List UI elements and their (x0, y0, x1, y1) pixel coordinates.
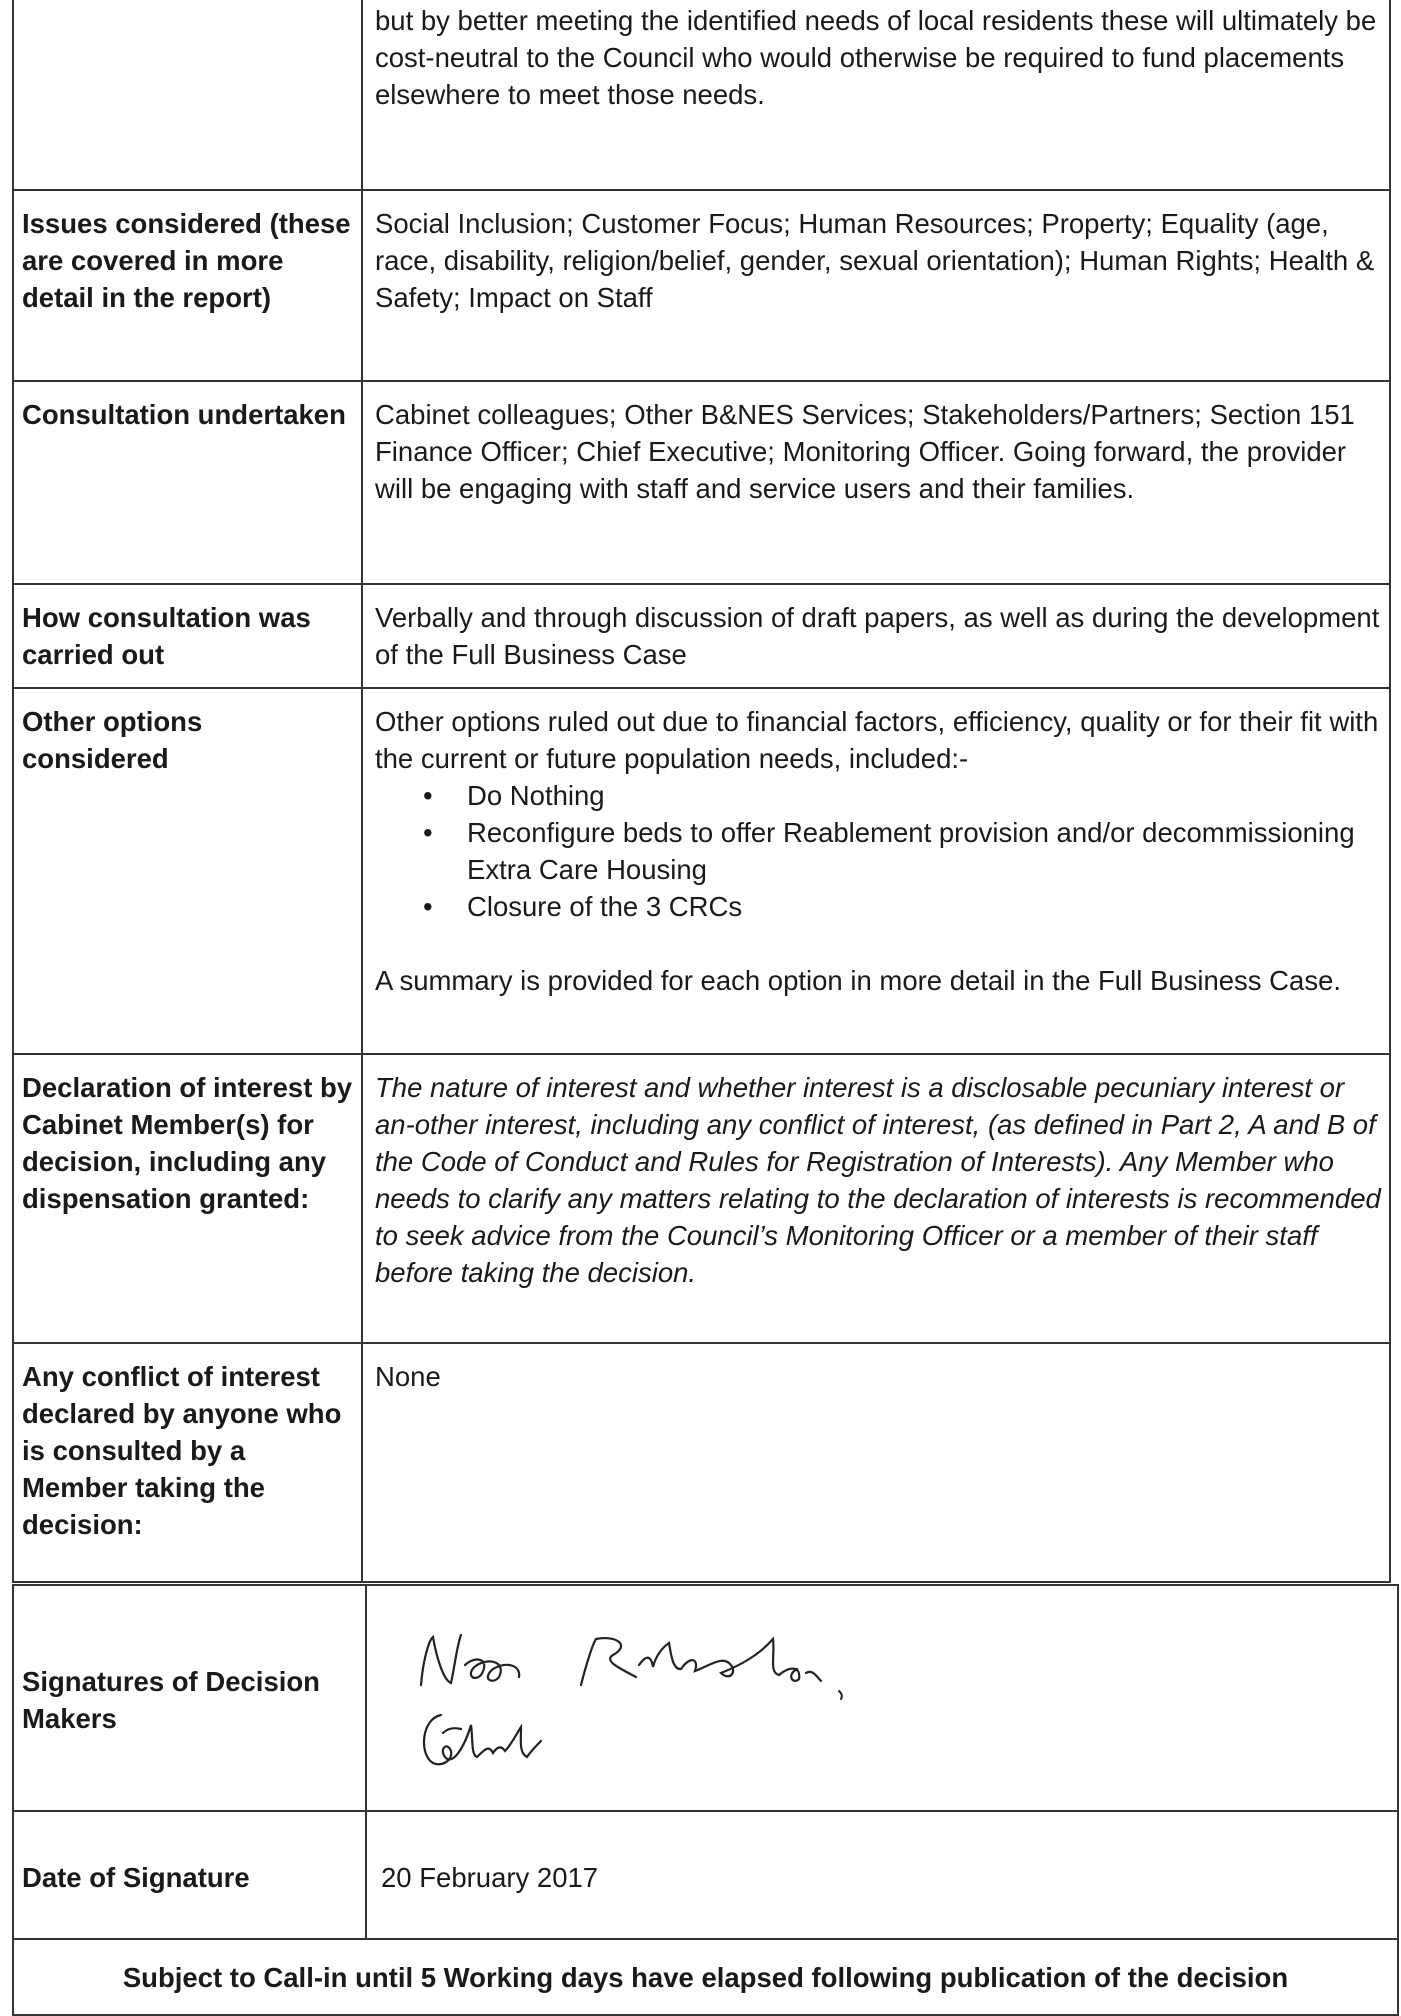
other-options-intro: Other options ruled out due to financial factors, efficiency, quality or for their fit with the current or future population needs, included:- (375, 706, 1379, 774)
table-row (13, 1585, 1398, 1811)
row-label-how-consultation: How consultation was carried out (13, 584, 362, 688)
date-value: 20 February 2017 (366, 1811, 1398, 1939)
table-row (13, 1343, 1390, 1582)
list-item (423, 777, 1381, 814)
table-row (13, 381, 1390, 584)
signature-2 (381, 1705, 1389, 1775)
row-content-how-consultation: Verbally and through discussion of draft papers, as well as during the development of the Full Business Case (362, 584, 1390, 688)
call-in-notice: Subject to Call-in until 5 Working days have elapsed following publication of the decision (13, 1939, 1398, 2015)
options-list (375, 777, 1381, 925)
option-text: Reconfigure beds to offer Reablement provision and/or decommissioning Extra Care Housing (467, 817, 1355, 885)
row-label-consultation-undertaken: Consultation undertaken (13, 381, 362, 584)
bullet-icon: • (423, 780, 433, 811)
option-text: Do Nothing (467, 780, 605, 811)
row-label-issues-considered: Issues considered (these are covered in more detail in the report) (13, 190, 362, 381)
signature-2-image (381, 1705, 601, 1775)
decision-details-table (12, 0, 1391, 1583)
list-item (423, 814, 1381, 888)
row-label-empty (13, 0, 362, 190)
row-label-other-options: Other options considered (13, 688, 362, 1054)
row-content-other-options (362, 688, 1390, 1054)
table-row (13, 584, 1390, 688)
signature-1 (381, 1625, 1389, 1705)
table-row (13, 190, 1390, 381)
bullet-icon: • (423, 817, 433, 848)
date-label: Date of Signature (13, 1811, 366, 1939)
table-row (13, 1939, 1398, 2015)
bullet-icon: • (423, 891, 433, 922)
row-label-declaration-of-interest: Declaration of interest by Cabinet Member(s) for decision, including any dispensation granted: (13, 1054, 362, 1343)
row-content-cost-neutral: but by better meeting the identified needs of local residents these will ultimately be cost-neutral to the Council who would otherwise be required to fund placements elsewhere to meet those needs. (362, 0, 1390, 190)
option-text: Closure of the 3 CRCs (467, 891, 743, 922)
row-content-issues-considered: Social Inclusion; Customer Focus; Human Resources; Property; Equality (age, race, disability, religion/belief, gender, sexual orientation); Human Rights; Health & Safety; Impact on Staff (362, 190, 1390, 381)
signature-1-image (381, 1625, 941, 1705)
signatures-label: Signatures of Decision Makers (13, 1585, 366, 1811)
row-label-conflict-of-interest: Any conflict of interest declared by anyone who is consulted by a Member taking the decision: (13, 1343, 362, 1582)
table-row (13, 688, 1390, 1054)
row-content-declaration-of-interest: The nature of interest and whether interest is a disclosable pecuniary interest or an-other interest, including any conflict of interest, (as defined in Part 2, A and B of the Code of Conduct and Rules for Registration of Interests). Any Member who needs to clarify any matters relating to the declaration of interests is recommended to seek advice from the Council’s Monitoring Officer or a member of their staff before taking the decision. (362, 1054, 1390, 1343)
table-row (13, 0, 1390, 190)
row-content-conflict-of-interest: None (362, 1343, 1390, 1582)
table-row (13, 1811, 1398, 1939)
table-row (13, 1054, 1390, 1343)
signatures-cell (366, 1585, 1398, 1811)
row-content-consultation-undertaken: Cabinet colleagues; Other B&NES Services; Stakeholders/Partners; Section 151 Finance Officer; Chief Executive; Monitoring Officer. Going forward, the provider will be engaging with staff and service users and their families. (362, 381, 1390, 584)
signature-table (12, 1584, 1399, 2016)
list-item (423, 888, 1381, 925)
options-summary: A summary is provided for each option in more detail in the Full Business Case. (375, 965, 1342, 996)
